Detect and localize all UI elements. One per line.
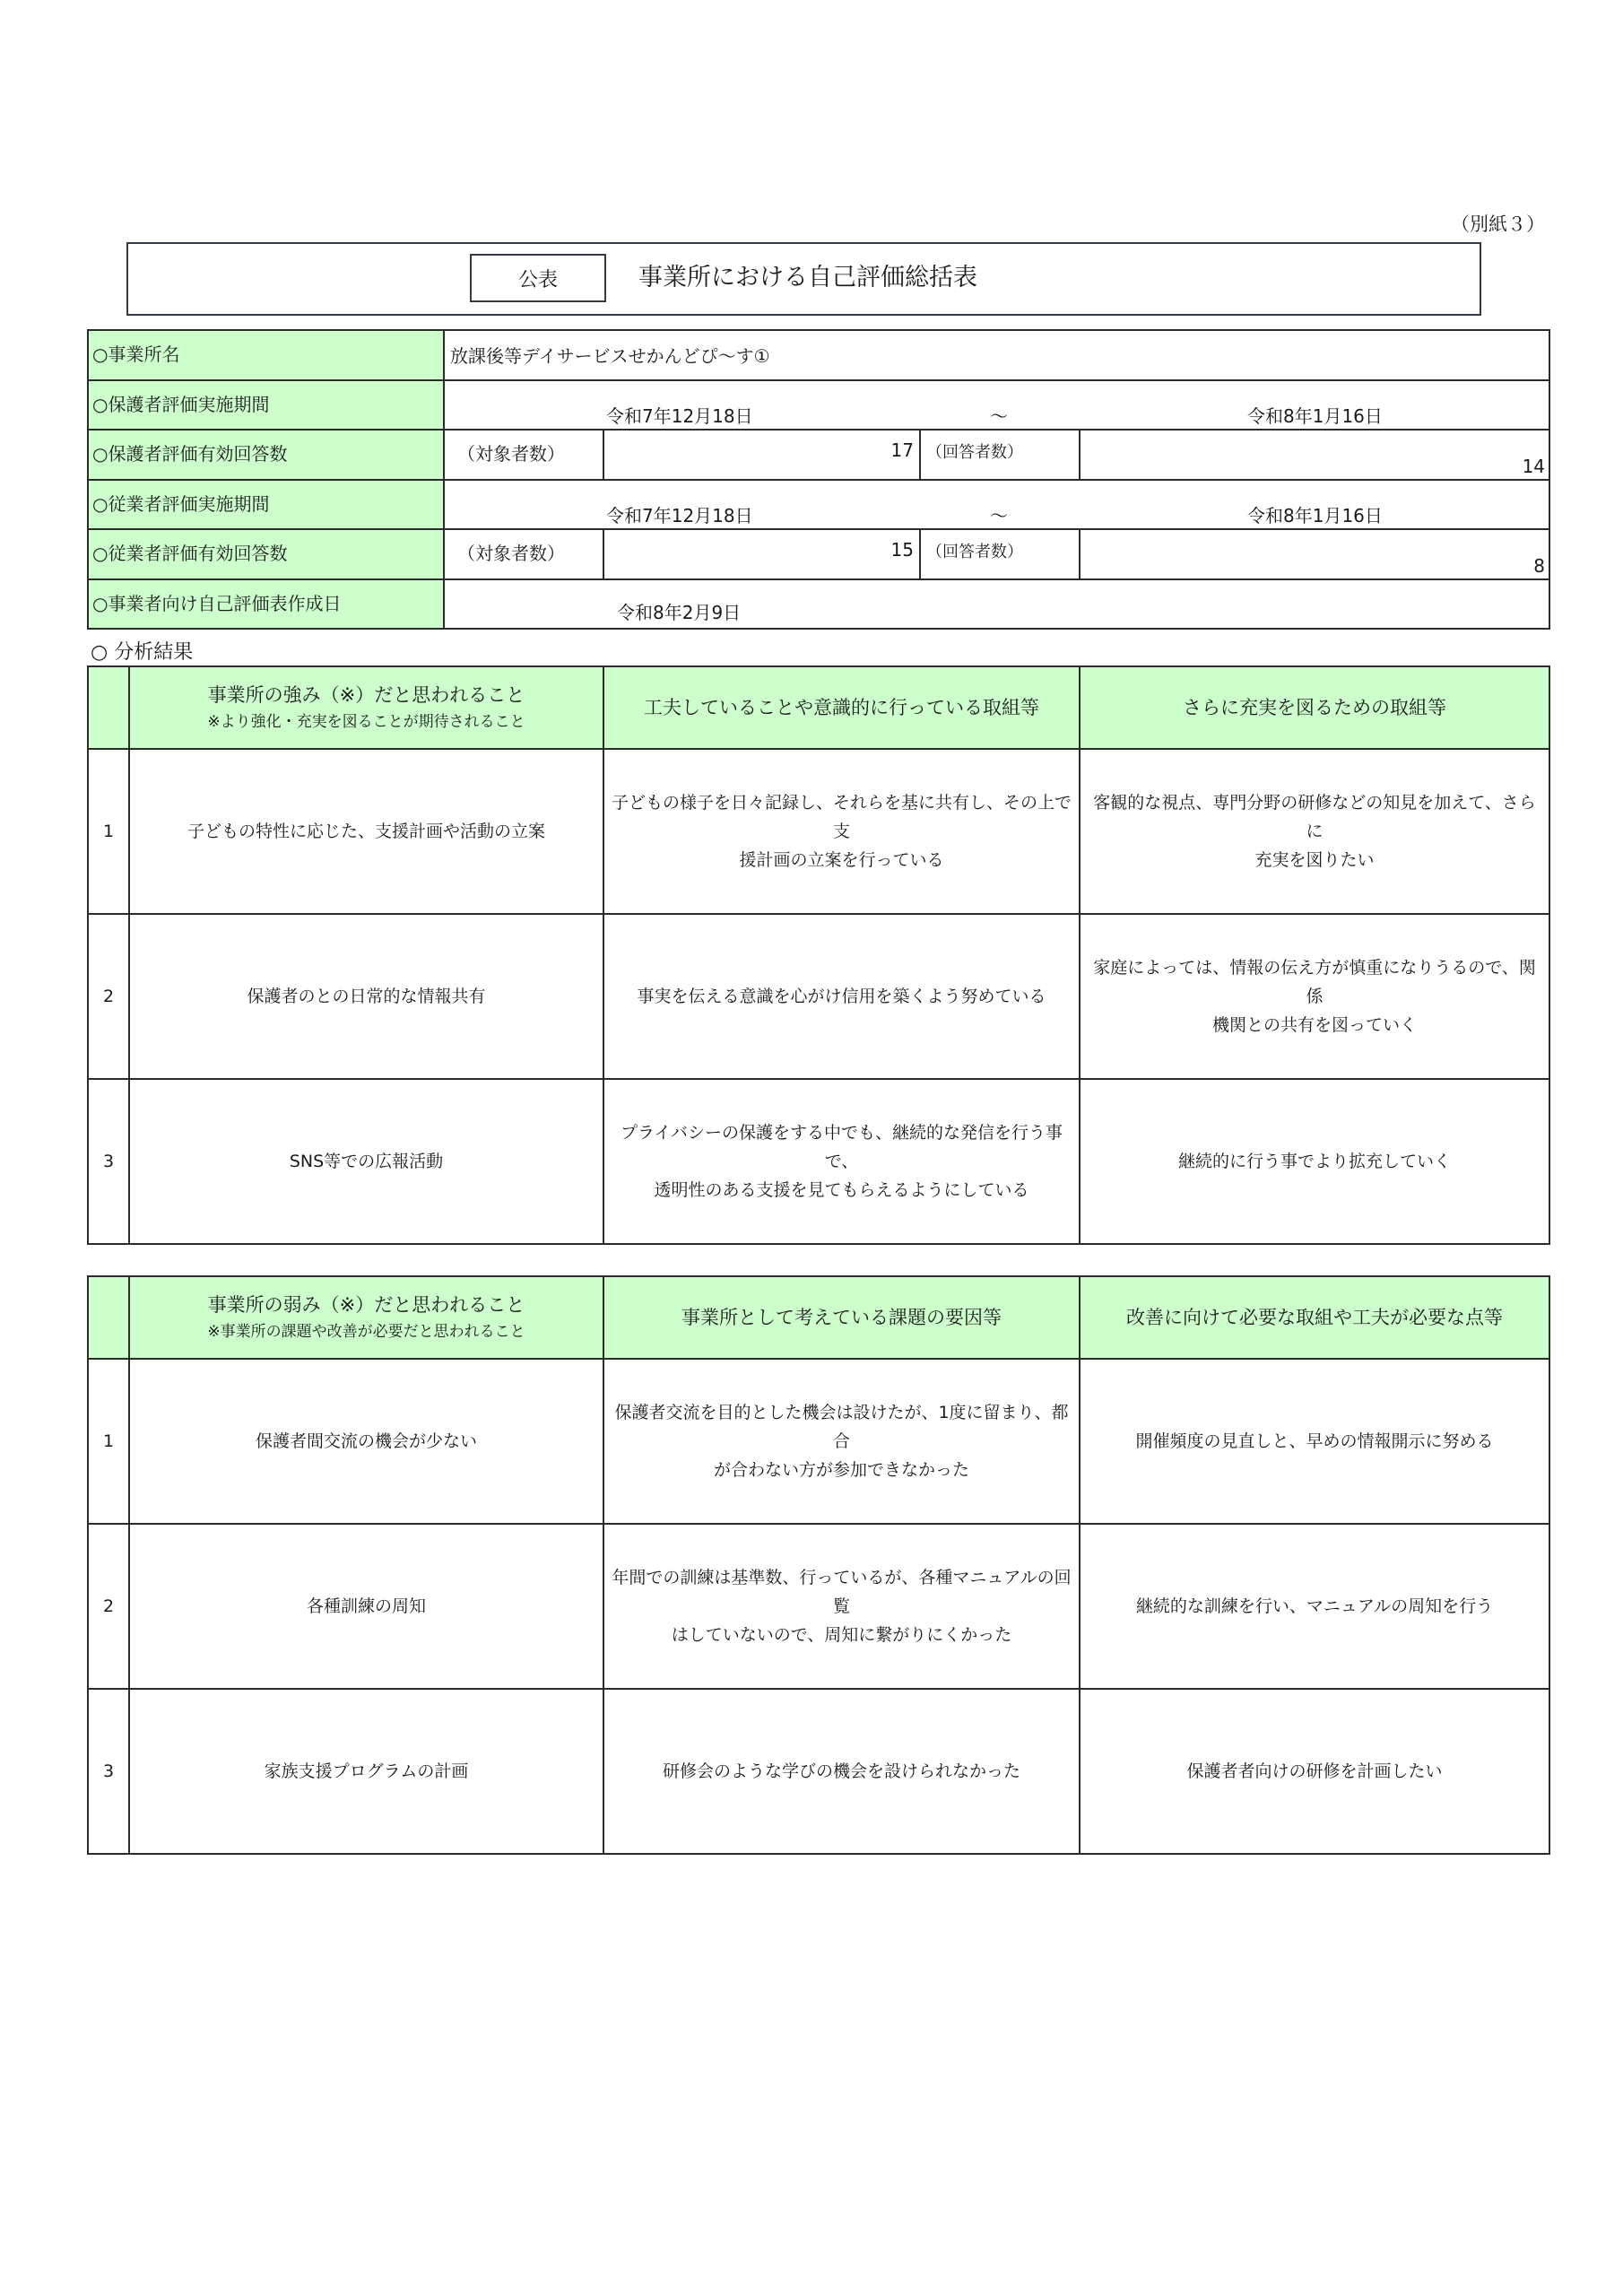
table-row — [88, 1689, 1549, 1854]
strength-next — [1080, 1079, 1549, 1244]
staff-respondent-label: （回答者数） — [920, 529, 1080, 579]
strength-item: 子どもの特性に応じた、支援計画や活動の立案 — [129, 749, 603, 914]
weakness-fix-line-1: 保護者者向けの研修を計画したい — [1186, 1761, 1443, 1781]
staff-period-separator: ～ — [990, 505, 1008, 526]
staff-period-end: 令和8年1月16日 — [1247, 505, 1383, 526]
created-date-row — [88, 579, 1549, 630]
guardian-period-separator: ～ — [990, 405, 1008, 427]
created-date-value: 令和8年2月9日 — [444, 579, 1549, 630]
guardian-count-row — [88, 430, 1549, 480]
staff-period-value — [444, 480, 1549, 530]
staff-target-label: （対象者数） — [444, 529, 603, 579]
strengths-header-main — [129, 666, 603, 749]
strengths-header-note: ※より強化・充実を図ることが期待されること — [207, 713, 525, 731]
office-name-value: 放課後等デイサービスせかんどぴ～す① — [444, 330, 1549, 380]
strength-effort — [603, 1079, 1080, 1244]
weakness-cause-line-2: はしていないので、周知に繋がりにくかった — [671, 1625, 1012, 1645]
strength-effort — [603, 749, 1080, 914]
strength-next-line-1: 継続的に行う事でより拡充していく — [1177, 1152, 1451, 1171]
staff-period-start: 令和7年12月18日 — [606, 505, 753, 526]
strengths-header-next: さらに充実を図るための取組等 — [1080, 666, 1549, 749]
weakness-fix — [1080, 1524, 1549, 1689]
strength-next-line-2: 機関との共有を図っていく — [1211, 1015, 1417, 1035]
strength-effort-line-1: 子どもの様子を日々記録し、それらを基に共有し、その上で支 — [611, 793, 1072, 841]
strength-effort-line-2: 透明性のある支援を見てもらえるようにしている — [654, 1180, 1029, 1200]
created-date-label: ○事業者向け自己評価表作成日 — [88, 579, 444, 630]
guardian-target-value: 17 — [603, 430, 920, 480]
weakness-cause — [603, 1524, 1080, 1689]
strength-next-line-2: 充実を図りたい — [1254, 850, 1375, 870]
weakness-cause-line-2: が合わない方が参加できなかった — [713, 1460, 969, 1480]
weaknesses-table — [87, 1275, 1550, 1855]
guardian-target-label: （対象者数） — [444, 430, 603, 480]
office-name-row — [88, 330, 1549, 380]
row-number: 2 — [88, 1524, 129, 1689]
guardian-period-value — [444, 380, 1549, 430]
staff-count-label: ○従業者評価有効回答数 — [88, 529, 444, 579]
strengths-header-row — [88, 666, 1549, 749]
strength-item: 保護者のとの日常的な情報共有 — [129, 914, 603, 1079]
weakness-item: 家族支援プログラムの計画 — [129, 1689, 603, 1854]
weakness-cause — [603, 1689, 1080, 1854]
weaknesses-header-row — [88, 1276, 1549, 1359]
guardian-respondent-value: 14 — [1080, 430, 1549, 480]
strengths-header-title: 事業所の強み（※）だと思われること — [207, 684, 525, 706]
row-number: 1 — [88, 1359, 129, 1524]
strength-effort-line-2: 援計画の立案を行っている — [739, 850, 944, 870]
strength-next — [1080, 749, 1549, 914]
annex-label: （別紙３） — [1451, 213, 1545, 235]
analysis-heading: ○ 分析結果 — [91, 641, 194, 664]
weakness-item: 各種訓練の周知 — [129, 1524, 603, 1689]
weakness-cause-line-1: 保護者交流を目的とした機会は設けたが、1度に留まり、都合 — [614, 1403, 1069, 1451]
weakness-fix — [1080, 1689, 1549, 1854]
table-row — [88, 1524, 1549, 1689]
staff-respondent-value: 8 — [1080, 529, 1549, 579]
info-table — [87, 329, 1550, 630]
strength-next-line-1: 家庭によっては、情報の伝え方が慎重になりうるので、関係 — [1093, 958, 1536, 1006]
guardian-period-row — [88, 380, 1549, 430]
staff-period-row — [88, 480, 1549, 530]
weakness-cause-line-1: 研修会のような学びの機会を設けられなかった — [662, 1761, 1020, 1781]
table-row — [88, 1359, 1549, 1524]
guardian-period-end: 令和8年1月16日 — [1247, 405, 1383, 427]
row-number: 3 — [88, 1079, 129, 1244]
row-number: 2 — [88, 914, 129, 1079]
weaknesses-header-note: ※事業所の課題や改善が必要だと思われること — [207, 1323, 525, 1341]
weakness-item: 保護者間交流の機会が少ない — [129, 1359, 603, 1524]
table-row — [88, 1079, 1549, 1244]
weakness-cause-line-1: 年間での訓練は基準数、行っているが、各種マニュアルの回覧 — [612, 1568, 1072, 1616]
public-badge: 公表 — [470, 254, 606, 302]
weaknesses-header-title: 事業所の弱み（※）だと思われること — [207, 1294, 525, 1316]
guardian-count-label: ○保護者評価有効回答数 — [88, 430, 444, 480]
weaknesses-header-main — [129, 1276, 603, 1359]
strength-effort-line-1: プライバシーの保護をする中でも、継続的な発信を行う事で、 — [620, 1123, 1063, 1171]
strength-effort — [603, 914, 1080, 1079]
weaknesses-header-fixes: 改善に向けて必要な取組や工夫が必要な点等 — [1080, 1276, 1549, 1359]
weakness-fix-line-1: 継続的な訓練を行い、マニュアルの周知を行う — [1135, 1596, 1494, 1616]
guardian-period-label: ○保護者評価実施期間 — [88, 380, 444, 430]
staff-period-label: ○従業者評価実施期間 — [88, 480, 444, 530]
weaknesses-header-no — [88, 1276, 129, 1359]
weakness-fix — [1080, 1359, 1549, 1524]
strength-item: SNS等での広報活動 — [129, 1079, 603, 1244]
strengths-header-efforts: 工夫していることや意識的に行っている取組等 — [603, 666, 1080, 749]
staff-target-value: 15 — [603, 529, 920, 579]
strengths-table — [87, 665, 1550, 1245]
office-name-label: ○事業所名 — [88, 330, 444, 380]
strength-effort-line-1: 事実を伝える意識を心がけ信用を築くよう努めている — [637, 987, 1046, 1006]
guardian-respondent-label: （回答者数） — [920, 430, 1080, 480]
strengths-header-no — [88, 666, 129, 749]
document-title: 事業所における自己評価総括表 — [638, 264, 977, 291]
guardian-period-start: 令和7年12月18日 — [606, 405, 753, 427]
weaknesses-header-causes: 事業所として考えている課題の要因等 — [603, 1276, 1080, 1359]
row-number: 3 — [88, 1689, 129, 1854]
weakness-fix-line-1: 開催頻度の見直しと、早めの情報開示に努める — [1135, 1431, 1494, 1451]
table-row — [88, 914, 1549, 1079]
row-number: 1 — [88, 749, 129, 914]
weakness-cause — [603, 1359, 1080, 1524]
strength-next-line-1: 客観的な視点、専門分野の研修などの知見を加えて、さらに — [1093, 793, 1536, 841]
strength-next — [1080, 914, 1549, 1079]
table-row — [88, 749, 1549, 914]
staff-count-row — [88, 529, 1549, 579]
